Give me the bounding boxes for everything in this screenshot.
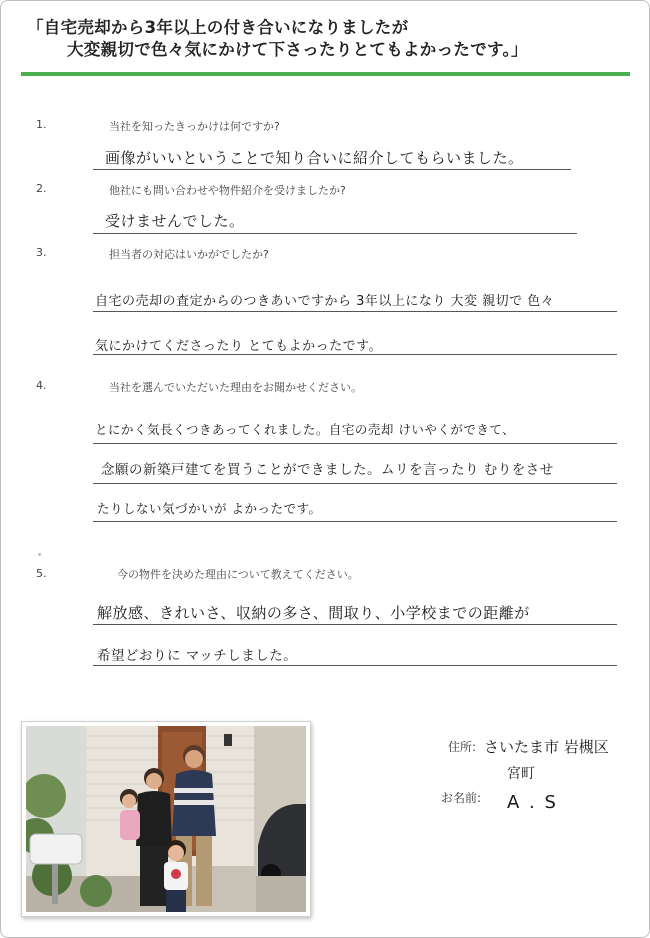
family-photo-illustration (26, 726, 306, 912)
answer-5-line-1: 解放感、きれいさ、収納の多さ、間取り、小学校までの距離が (97, 604, 530, 622)
question-1-number: 1. (36, 118, 47, 131)
answer-line-rule (93, 354, 617, 355)
answer-line-rule (93, 483, 617, 484)
title-line-2: 大変親切で色々気にかけて下さったりとてもよかったです。」 (67, 40, 528, 59)
answer-line-rule (93, 169, 571, 170)
question-5-number: 5. (36, 567, 47, 580)
name-label: お名前: (441, 791, 482, 805)
customer-photo (21, 721, 311, 917)
answer-4-line-2: 念願の新築戸建てを買うことができました。ムリを言ったり むりをさせ (101, 462, 554, 478)
question-4-text: 当社を選んでいただいた理由をお聞かせください。 (109, 381, 362, 394)
question-2-number: 2. (36, 182, 47, 195)
title-line-1: 「自宅売却から3年以上の付き合いになりましたが (27, 18, 409, 37)
answer-4-line-3: たりしない気づかいが よかったです。 (97, 501, 322, 516)
page-title (27, 17, 627, 61)
decorative-dot (38, 553, 41, 556)
title-divider (21, 72, 630, 76)
address-value-line-2: 宮町 (507, 766, 535, 782)
answer-5-line-2: 希望どおりに マッチしました。 (97, 648, 298, 664)
answer-line-rule (93, 443, 617, 444)
answer-2-line-1: 受けませんでした。 (105, 212, 245, 230)
answer-1-line-1: 画像がいいということで知り合いに紹介してもらいました。 (105, 149, 524, 167)
name-value: A . S (507, 792, 558, 813)
address-label: 住所: (448, 740, 477, 754)
question-4-number: 4. (36, 379, 47, 392)
answer-4-line-1: とにかく気長くつきあってくれました。自宅の売却 けいやくができて、 (95, 422, 516, 437)
answer-line-rule (93, 233, 577, 234)
answer-3-line-2: 気にかけてくださったり とてもよかったです。 (95, 339, 383, 354)
answer-line-rule (93, 665, 617, 666)
question-3-number: 3. (36, 246, 47, 259)
answer-line-rule (93, 521, 617, 522)
question-1-text: 当社を知ったきっかけは何ですか? (109, 120, 280, 133)
answer-line-rule (93, 624, 617, 625)
address-value-line-1: さいたま市 岩槻区 (484, 738, 609, 756)
answer-line-rule (93, 311, 617, 312)
question-3-text: 担当者の対応はいかがでしたか? (109, 248, 269, 261)
question-2-text: 他社にも問い合わせや物件紹介を受けましたか? (109, 184, 346, 197)
answer-3-line-1: 自宅の売却の査定からのつきあいですから 3年以上になり 大変 親切で 色々 (95, 294, 555, 309)
question-5-text: 今の物件を決めた理由について教えてください。 (117, 568, 359, 581)
